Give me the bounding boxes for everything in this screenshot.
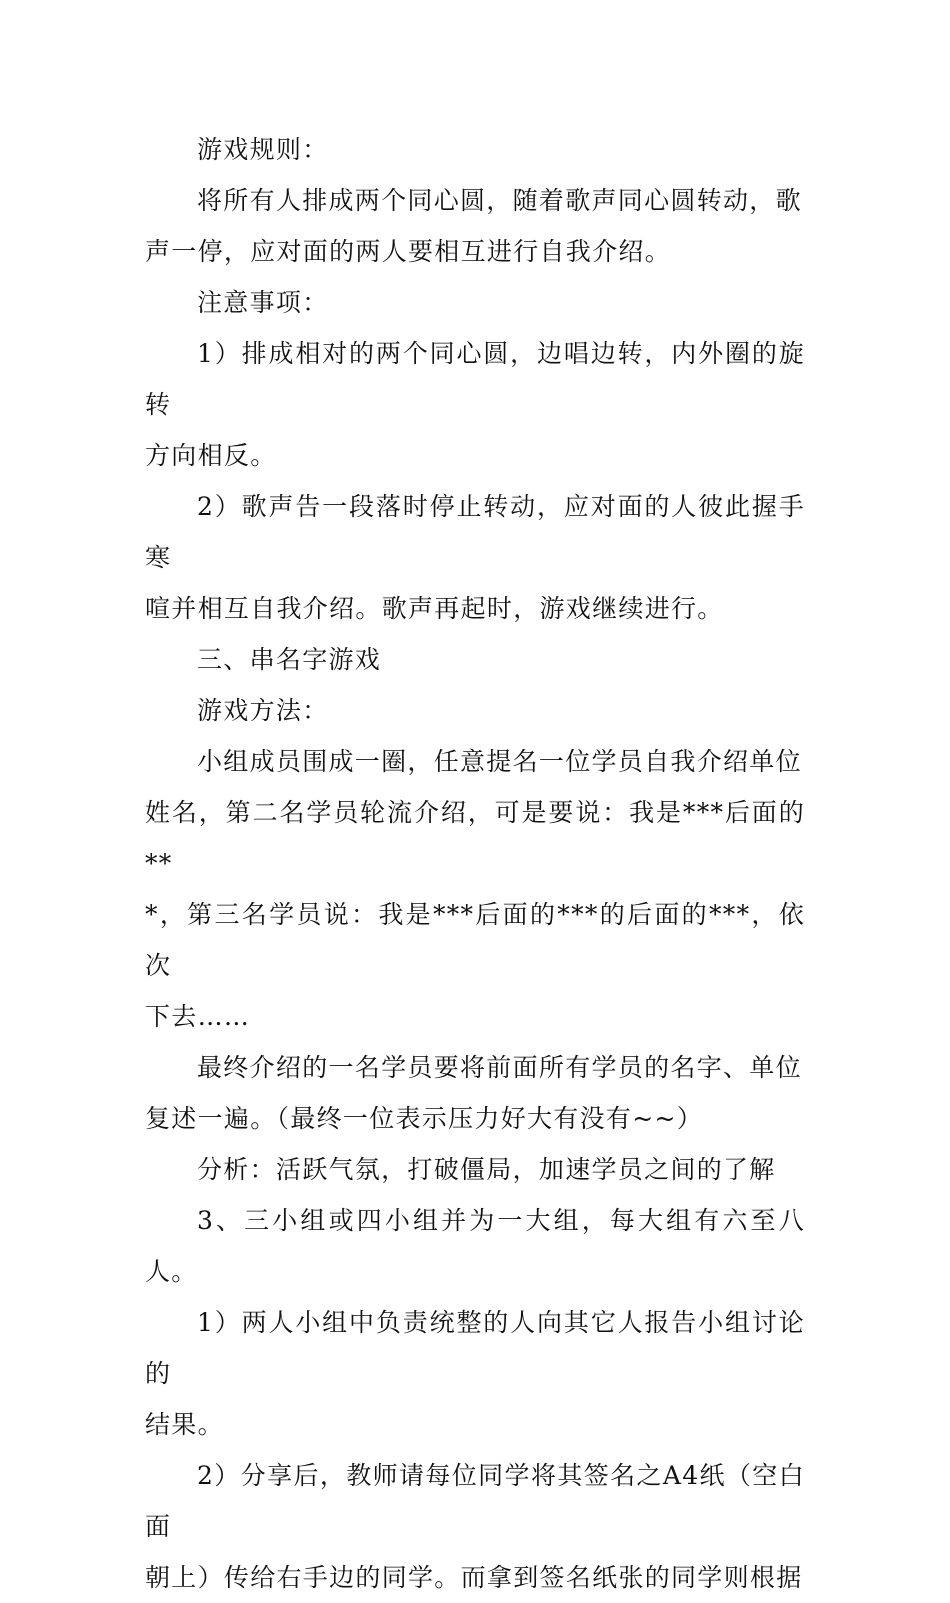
text-line: 小组成员围成一圈，任意提名一位学员自我介绍单位 — [197, 747, 802, 776]
document-page — [145, 124, 805, 1603]
text-line: 注意事项： — [197, 288, 329, 317]
text-line: 朝上）传给右手边的同学。而拿到签名纸张的同学则根据 — [145, 1563, 803, 1592]
paragraph-step-3-item-1 — [145, 1297, 805, 1450]
paragraph-step-3-item-2 — [145, 1450, 805, 1603]
text-line: 将所有人排成两个同心圆，随着歌声同心圆转动，歌 — [197, 186, 802, 215]
paragraph-method — [145, 736, 805, 1042]
text-line: 复述一遍。（最终一位表示压力好大有没有~~） — [145, 1104, 703, 1133]
paragraph-analysis — [145, 1144, 805, 1195]
text-line: 结果。 — [145, 1410, 224, 1439]
text-line: *，第三名学员说：我是***后面的***的后面的***，依次 — [145, 900, 805, 980]
paragraph-note-1 — [145, 328, 805, 481]
text-line: 姓名，第二名学员轮流介绍，可是要说：我是***后面的** — [145, 798, 805, 878]
text-line: 方向相反。 — [145, 441, 277, 470]
text-line: 1）排成相对的两个同心圆，边唱边转，内外圈的旋转 — [145, 339, 805, 419]
text-line: 喧并相互自我介绍。歌声再起时，游戏继续进行。 — [145, 594, 724, 623]
section-heading-name-chain-game — [145, 634, 805, 685]
text-line: 1）两人小组中负责统整的人向其它人报告小组讨论的 — [145, 1308, 805, 1388]
text-line: 2）分享后，教师请每位同学将其签名之A4纸（空白面 — [145, 1461, 805, 1541]
text-line: 三、串名字游戏 — [197, 645, 382, 674]
paragraph-notes-heading — [145, 277, 805, 328]
text-line: 声一停，应对面的两人要相互进行自我介绍。 — [145, 237, 672, 266]
text-line: 2）歌声告一段落时停止转动，应对面的人彼此握手寒 — [145, 492, 805, 572]
paragraph-game-rules — [145, 175, 805, 277]
paragraph-method-heading — [145, 685, 805, 736]
text-line: 3、三小组或四小组并为一大组，每大组有六至八人。 — [145, 1206, 805, 1286]
text-line: 最终介绍的一名学员要将前面所有学员的名字、单位 — [197, 1053, 802, 1082]
paragraph-game-rules-heading — [145, 124, 805, 175]
text-line: 分析：活跃气氛，打破僵局，加速学员之间的了解 — [197, 1155, 776, 1184]
text-line: 游戏方法： — [197, 696, 329, 725]
text-line: 游戏规则： — [197, 135, 329, 164]
paragraph-final-intro — [145, 1042, 805, 1144]
paragraph-note-2 — [145, 481, 805, 634]
text-line: 下去…… — [145, 1002, 251, 1031]
paragraph-step-3 — [145, 1195, 805, 1297]
